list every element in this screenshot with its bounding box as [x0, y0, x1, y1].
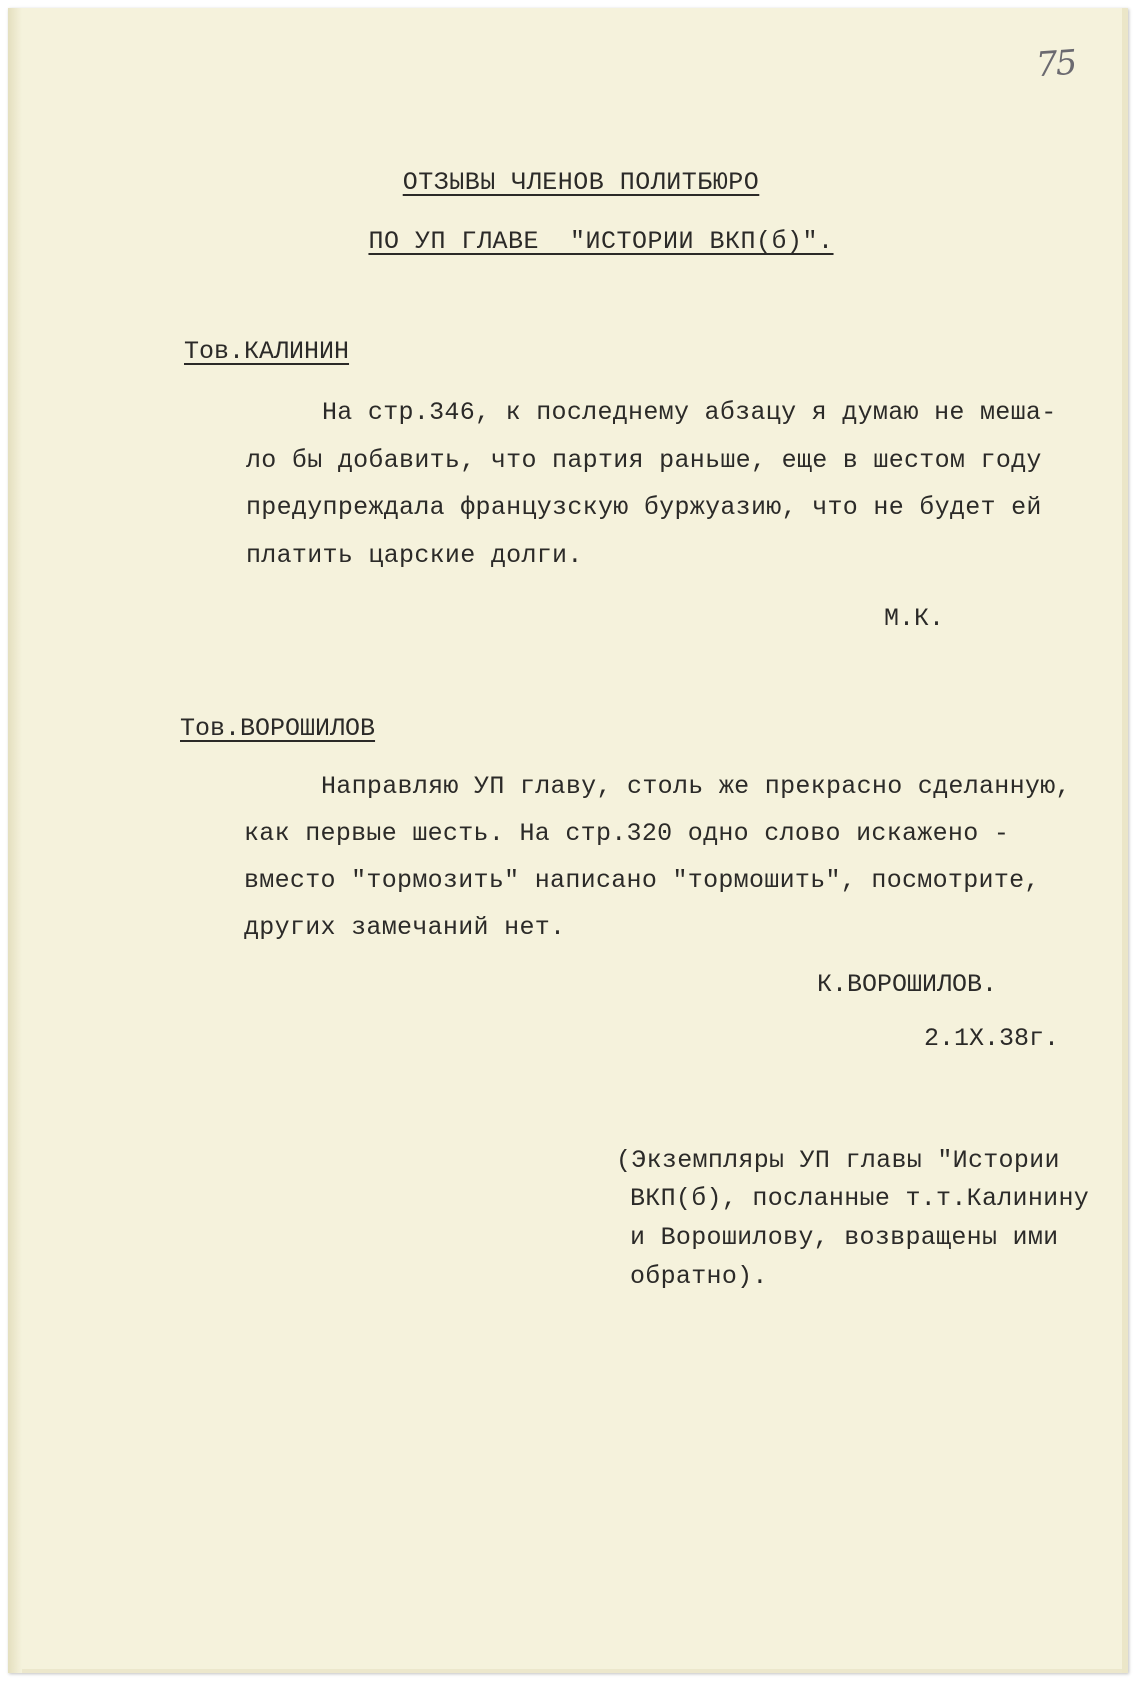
- document-title: ОТЗЫВЫ ЧЛЕНОВ ПОЛИТБЮРО: [402, 168, 760, 197]
- voroshilov-text-line: Направляю УП главу, столь же прекрасно сделанную,: [321, 772, 1071, 801]
- voroshilov-text-line: вместо "тормозить" написано "тормошить", посмотрите,: [244, 866, 1040, 895]
- voroshilov-signature: К.ВОРОШИЛОВ.: [817, 970, 998, 999]
- kalinin-signature: М.К.: [884, 604, 945, 633]
- voroshilov-heading: Тов.ВОРОШИЛОВ: [180, 714, 376, 743]
- page-edge: [8, 8, 22, 1673]
- kalinin-text-line: ло бы добавить, что партия раньше, еще в шестом году: [246, 446, 1042, 475]
- kalinin-text-line: На стр.346, к последнему абзацу я думаю не меша-: [322, 398, 1057, 427]
- page-number: 75: [1034, 42, 1077, 86]
- kalinin-heading: Тов.КАЛИНИН: [184, 337, 350, 366]
- kalinin-text-line: платить царские долги.: [246, 541, 583, 570]
- archive-note-line: и Ворошилову, возвращены ими: [630, 1223, 1059, 1252]
- archive-note-line: обратно).: [630, 1262, 768, 1291]
- voroshilov-text-line: других замечаний нет.: [244, 913, 566, 942]
- voroshilov-date: 2.1Х.38г.: [924, 1024, 1060, 1053]
- voroshilov-text-line: как первые шесть. На стр.320 одно слово искажено -: [244, 819, 1010, 848]
- document-subtitle: ПО УП ГЛАВЕ "ИСТОРИИ ВКП(б)".: [368, 227, 834, 256]
- kalinin-text-line: предупреждала французскую буржуазию, что не будет ей: [246, 493, 1042, 522]
- archive-note-line: (Экземпляры УП главы "Истории: [616, 1146, 1060, 1175]
- archive-note-line: ВКП(б), посланные т.т.Калинину: [630, 1184, 1090, 1213]
